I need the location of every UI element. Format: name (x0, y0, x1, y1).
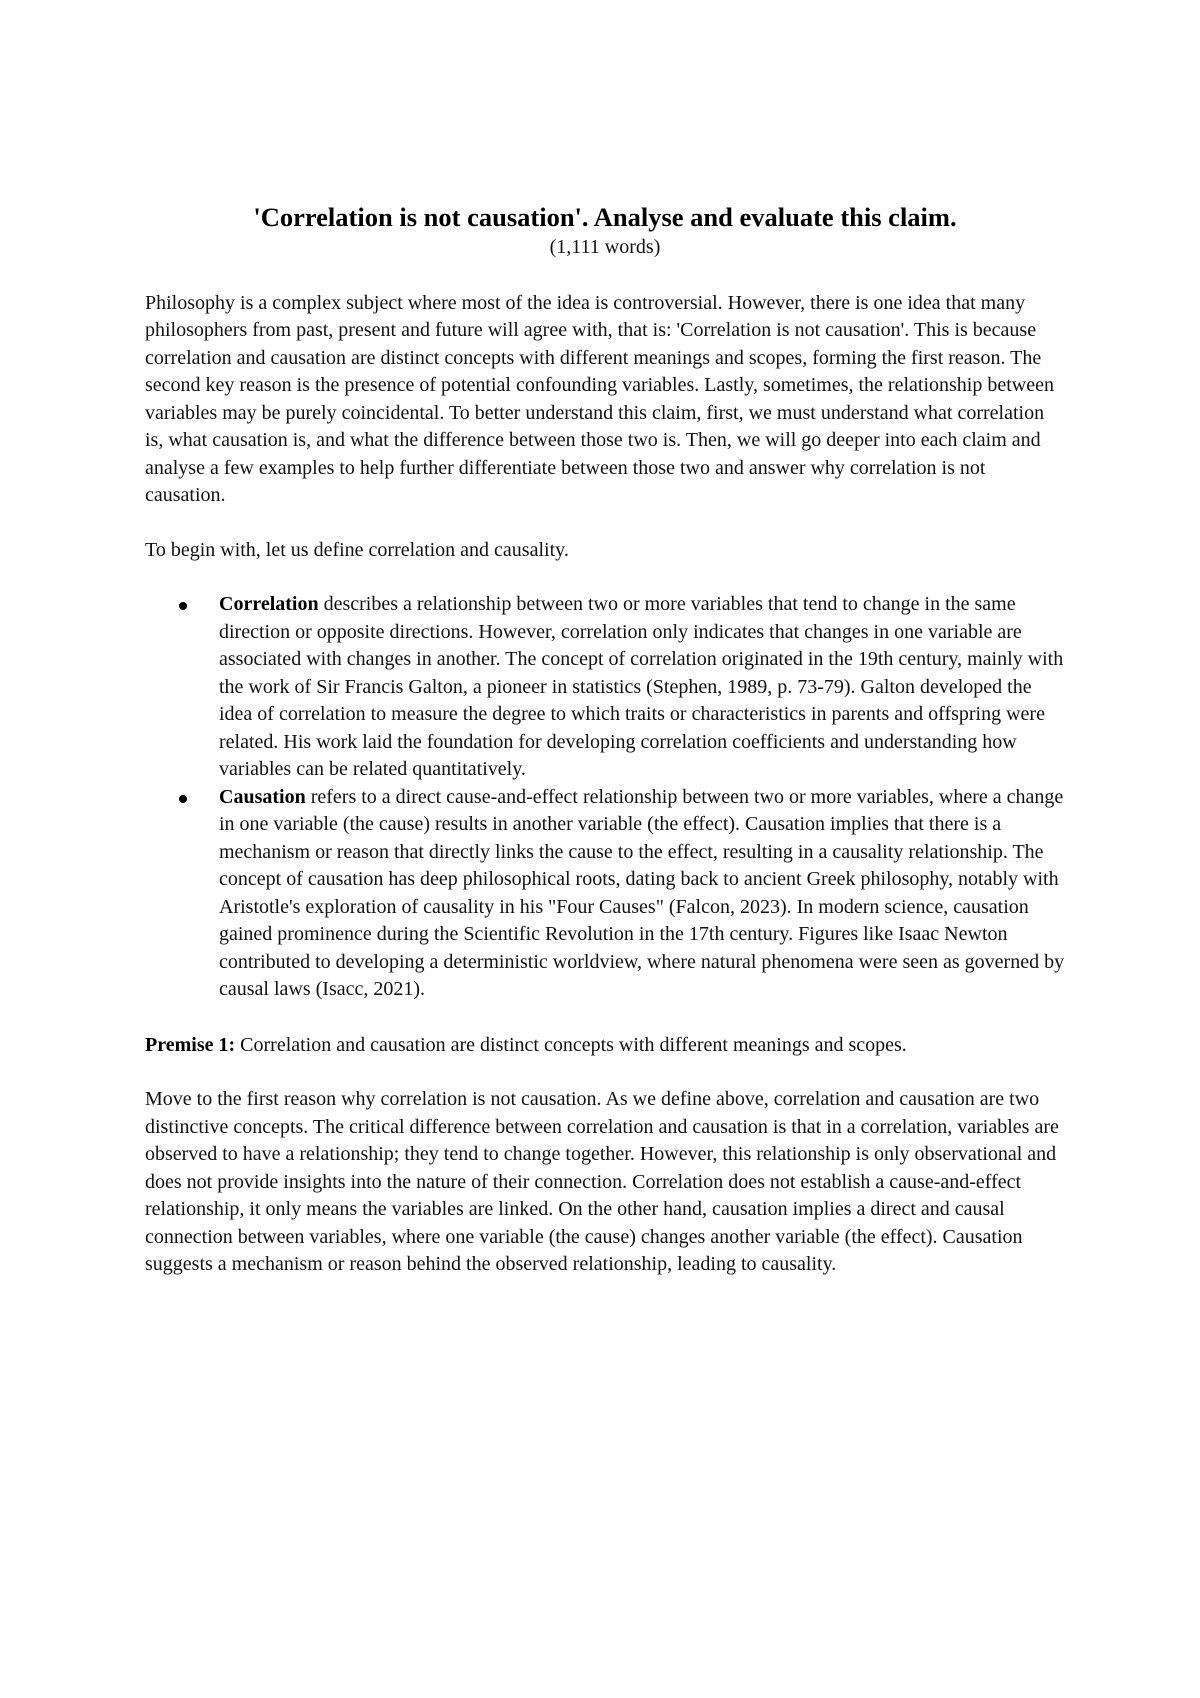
word-count: (1,111 words) (549, 236, 661, 258)
definition-causation: refers to a direct cause-and-effect relationship between two or more variables, where a change in one variable (the cause) results in another variable (the effect). Causation implies that there is a mechanism or reason that directly links the cause to the effect, resulting in a causality relationship. The concept of causation has deep philosophical roots, dating back to ancient Greek philosophy, notably with Aristotle's exploration of causality in his "Four Causes" (Falcon, 2023). In modern science, causation gained prominence during the Scientific Revolution in the 17th century. Figures like Isaac Newton contributed to developing a deterministic worldview, where natural phenomena were seen as governed by causal laws (Isacc, 2021). (219, 785, 1065, 1000)
definition-correlation: describes a relationship between two or more variables that tend to change in the same direction or opposite directions. However, correlation only indicates that changes in one variable are associated with changes in another. The concept of correlation originated in the 19th century, mainly with the work of Sir Francis Galton, a pioneer in statistics (Stephen, 1989, p. 73-79). Galton developed the idea of correlation to measure the degree to which traits or characteristics in parents and offspring were related. His work laid the foundation for developing correlation coefficients and understanding how variables can be related quantitatively. (219, 593, 1064, 780)
document-title: 'Correlation is not causation'. Analyse and evaluate this claim. (253, 202, 957, 232)
definitions-list (145, 591, 1065, 1004)
term-correlation: Correlation (219, 593, 319, 615)
intro-paragraph: Philosophy is a complex subject where most of the idea is controversial. However, there is one idea that many philosophers from past, present and future will agree with, that is: 'Correlation is not causation'. This is because correlation and causation are distinct concepts with different meanings and scopes, forming the first reason. The second key reason is the presence of potential confounding variables. Lastly, sometimes, the relationship between variables may be purely coincidental. To better understand this claim, first, we must understand what correlation is, what causation is, and what the difference between those two is. Then, we will go deeper into each claim and analyse a few examples to help further differentiate between those two and answer why correlation is not causation. (145, 291, 1054, 506)
premise-1 (145, 1032, 1065, 1060)
premise-1-text: Correlation and causation are distinct concepts with different meanings and scopes. (235, 1033, 907, 1056)
definitions-lead: To begin with, let us define correlation and causality. (145, 538, 569, 561)
body-paragraph: Move to the first reason why correlation is not causation. As we define above, correlation and causation are two distinctive concepts. The critical difference between correlation and causation is that in a correlation, variables are observed to have a relationship; they tend to change together. However, this relationship is only observational and does not provide insights into the nature of their connection. Correlation does not establish a cause-and-effect relationship, it only means the variables are linked. On the other hand, causation implies a direct and causal connection between variables, where one variable (the cause) changes another variable (the effect). Causation suggests a mechanism or reason behind the observed relationship, leading to causality. (145, 1088, 1059, 1275)
bullet-icon (179, 795, 187, 803)
bullet-icon (179, 602, 187, 610)
list-item-causation (219, 784, 1065, 1004)
document-page (145, 200, 1065, 1306)
premise-1-label: Premise 1: (145, 1033, 236, 1056)
term-causation: Causation (219, 785, 306, 808)
list-item-correlation (219, 591, 1065, 784)
